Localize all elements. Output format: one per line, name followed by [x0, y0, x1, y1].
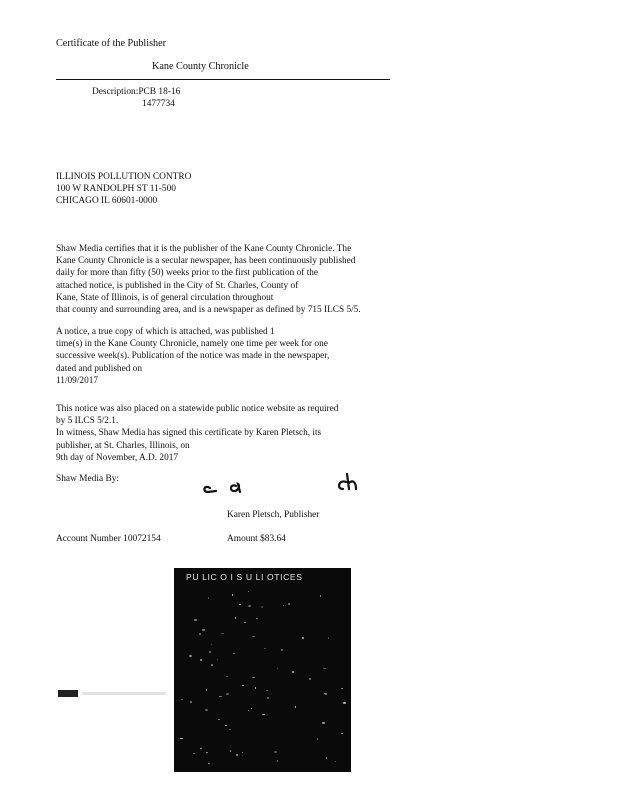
print-speckle	[281, 649, 283, 651]
text-line: daily for more than fifty (50) weeks prior to the first publication of the	[56, 268, 319, 279]
text-line: successive week(s). Publication of the notice was made in the newspaper,	[56, 351, 330, 362]
print-speckle	[235, 617, 236, 619]
account-number: Account Number 10072154	[56, 534, 161, 544]
header-divider	[56, 79, 390, 80]
print-speckle	[322, 722, 325, 724]
print-speckle	[219, 696, 222, 697]
print-speckle	[233, 653, 235, 654]
print-speckle	[256, 618, 258, 619]
newspaper-name: Kane County Chronicle	[152, 61, 249, 72]
print-speckle	[302, 637, 304, 639]
print-speckle	[255, 687, 256, 689]
print-speckle	[239, 604, 241, 605]
print-speckle	[180, 738, 183, 739]
certification-paragraph	[56, 243, 406, 316]
print-speckle	[252, 636, 255, 637]
print-speckle	[242, 685, 244, 686]
text-line: A notice, a true copy of which is attached, was published 1	[56, 327, 275, 337]
print-speckle	[206, 752, 208, 753]
recipient-address	[56, 171, 191, 208]
signed-by-label: Shaw Media By:	[56, 474, 120, 484]
witness-paragraph	[56, 403, 406, 464]
print-speckle	[335, 761, 336, 762]
print-speckle	[193, 753, 195, 754]
print-speckle	[230, 750, 231, 752]
print-speckle	[267, 697, 269, 699]
print-speckle	[324, 693, 327, 694]
text-line: This notice was also placed on a statewide public notice website as required	[56, 404, 339, 414]
print-speckle	[277, 668, 278, 669]
description-line: Description:PCB 18-16	[92, 87, 181, 97]
print-speckle	[242, 752, 243, 753]
print-speckle	[225, 725, 227, 726]
text-line: time(s) in the Kane County Chronicle, namely one time per week for one	[56, 339, 328, 350]
print-speckle	[248, 591, 249, 592]
text-line: that county and surrounding area, and is a newspaper as defined by 715 ILCS 5/5.	[56, 305, 361, 316]
handwritten-signature	[196, 470, 376, 498]
print-speckle	[205, 709, 208, 711]
print-speckle	[211, 644, 212, 645]
ad-number: 1477734	[142, 99, 175, 109]
print-speckle	[341, 733, 343, 734]
print-speckle	[343, 702, 346, 704]
print-speckle	[262, 714, 265, 715]
print-speckle	[325, 694, 327, 695]
stamp-mark	[58, 690, 78, 697]
text-line: Kane County Chronicle is a secular newspaper, has been continuously published	[56, 256, 356, 267]
print-speckle	[199, 633, 201, 635]
publication-date: 11/09/2017	[56, 375, 99, 386]
text-line: dated and published on	[56, 363, 142, 374]
newspaper-clipping	[174, 568, 351, 772]
print-speckle	[248, 605, 251, 607]
print-speckle	[244, 622, 246, 623]
print-speckle	[229, 729, 231, 730]
print-speckle	[226, 676, 228, 677]
amount: Amount $83.64	[227, 534, 286, 544]
print-speckle	[264, 648, 266, 649]
print-speckle	[236, 754, 238, 756]
print-speckle	[194, 619, 197, 621]
print-speckle	[208, 597, 209, 599]
print-speckle	[200, 748, 202, 749]
text-line: Shaw Media certifies that it is the publisher of the Kane County Chronicle. The	[56, 244, 352, 254]
print-speckle	[283, 605, 284, 606]
signer-name: Karen Pletsch, Publisher	[227, 510, 320, 520]
print-speckle	[189, 655, 192, 657]
scan-stamp	[58, 689, 168, 699]
print-speckle	[274, 751, 277, 753]
print-speckle	[232, 594, 233, 596]
print-speckle	[323, 668, 326, 669]
print-speckle	[288, 603, 290, 605]
print-speckle	[208, 763, 210, 764]
print-speckle	[317, 738, 318, 740]
print-speckle	[217, 659, 218, 660]
publication-paragraph	[56, 326, 406, 387]
print-speckle	[261, 606, 263, 608]
text-line: attached notice, is published in the City of St. Charles, County of	[56, 280, 299, 291]
text-line: Kane, State of Illinois, is of general circulation throughout	[56, 292, 274, 303]
print-speckle	[252, 677, 255, 678]
print-speckle	[251, 708, 252, 709]
recipient-line-1: ILLINOIS POLLUTION CONTRO	[56, 172, 192, 182]
recipient-line-3: CHICAGO IL 60601-0000	[56, 196, 158, 207]
print-speckle	[341, 688, 343, 689]
text-line: publisher, at St. Charles, Illinois, on	[56, 440, 190, 451]
print-speckle	[190, 701, 192, 703]
print-speckle	[320, 595, 321, 597]
print-speckle	[226, 693, 229, 695]
print-speckle	[221, 633, 224, 634]
print-speckle	[218, 719, 220, 720]
print-speckle	[277, 760, 278, 762]
print-speckle	[206, 689, 207, 691]
recipient-line-2: 100 W RANDOLPH ST 11-500	[56, 184, 176, 195]
print-speckle	[309, 678, 311, 680]
print-speckle	[202, 629, 205, 631]
stamp-faint-text	[82, 692, 166, 695]
print-speckle	[211, 664, 213, 666]
text-line: by 5 ILCS 5/2.1.	[56, 416, 119, 427]
print-speckle	[328, 637, 329, 639]
print-speckle	[209, 651, 211, 653]
certificate-title: Certificate of the Publisher	[56, 38, 167, 49]
signing-date: 9th day of November, A.D. 2017	[56, 452, 179, 463]
print-speckle	[266, 690, 268, 691]
print-speckle	[292, 671, 294, 673]
print-speckle	[248, 710, 249, 711]
print-speckle	[200, 659, 202, 661]
clipping-heading: PU LIC O I S U LI OTICES	[186, 572, 303, 582]
text-line: In witness, Shaw Media has signed this certificate by Karen Pletsch, its	[56, 428, 322, 439]
print-speckle	[326, 757, 327, 759]
print-speckle	[295, 706, 296, 708]
print-speckle	[181, 699, 183, 700]
